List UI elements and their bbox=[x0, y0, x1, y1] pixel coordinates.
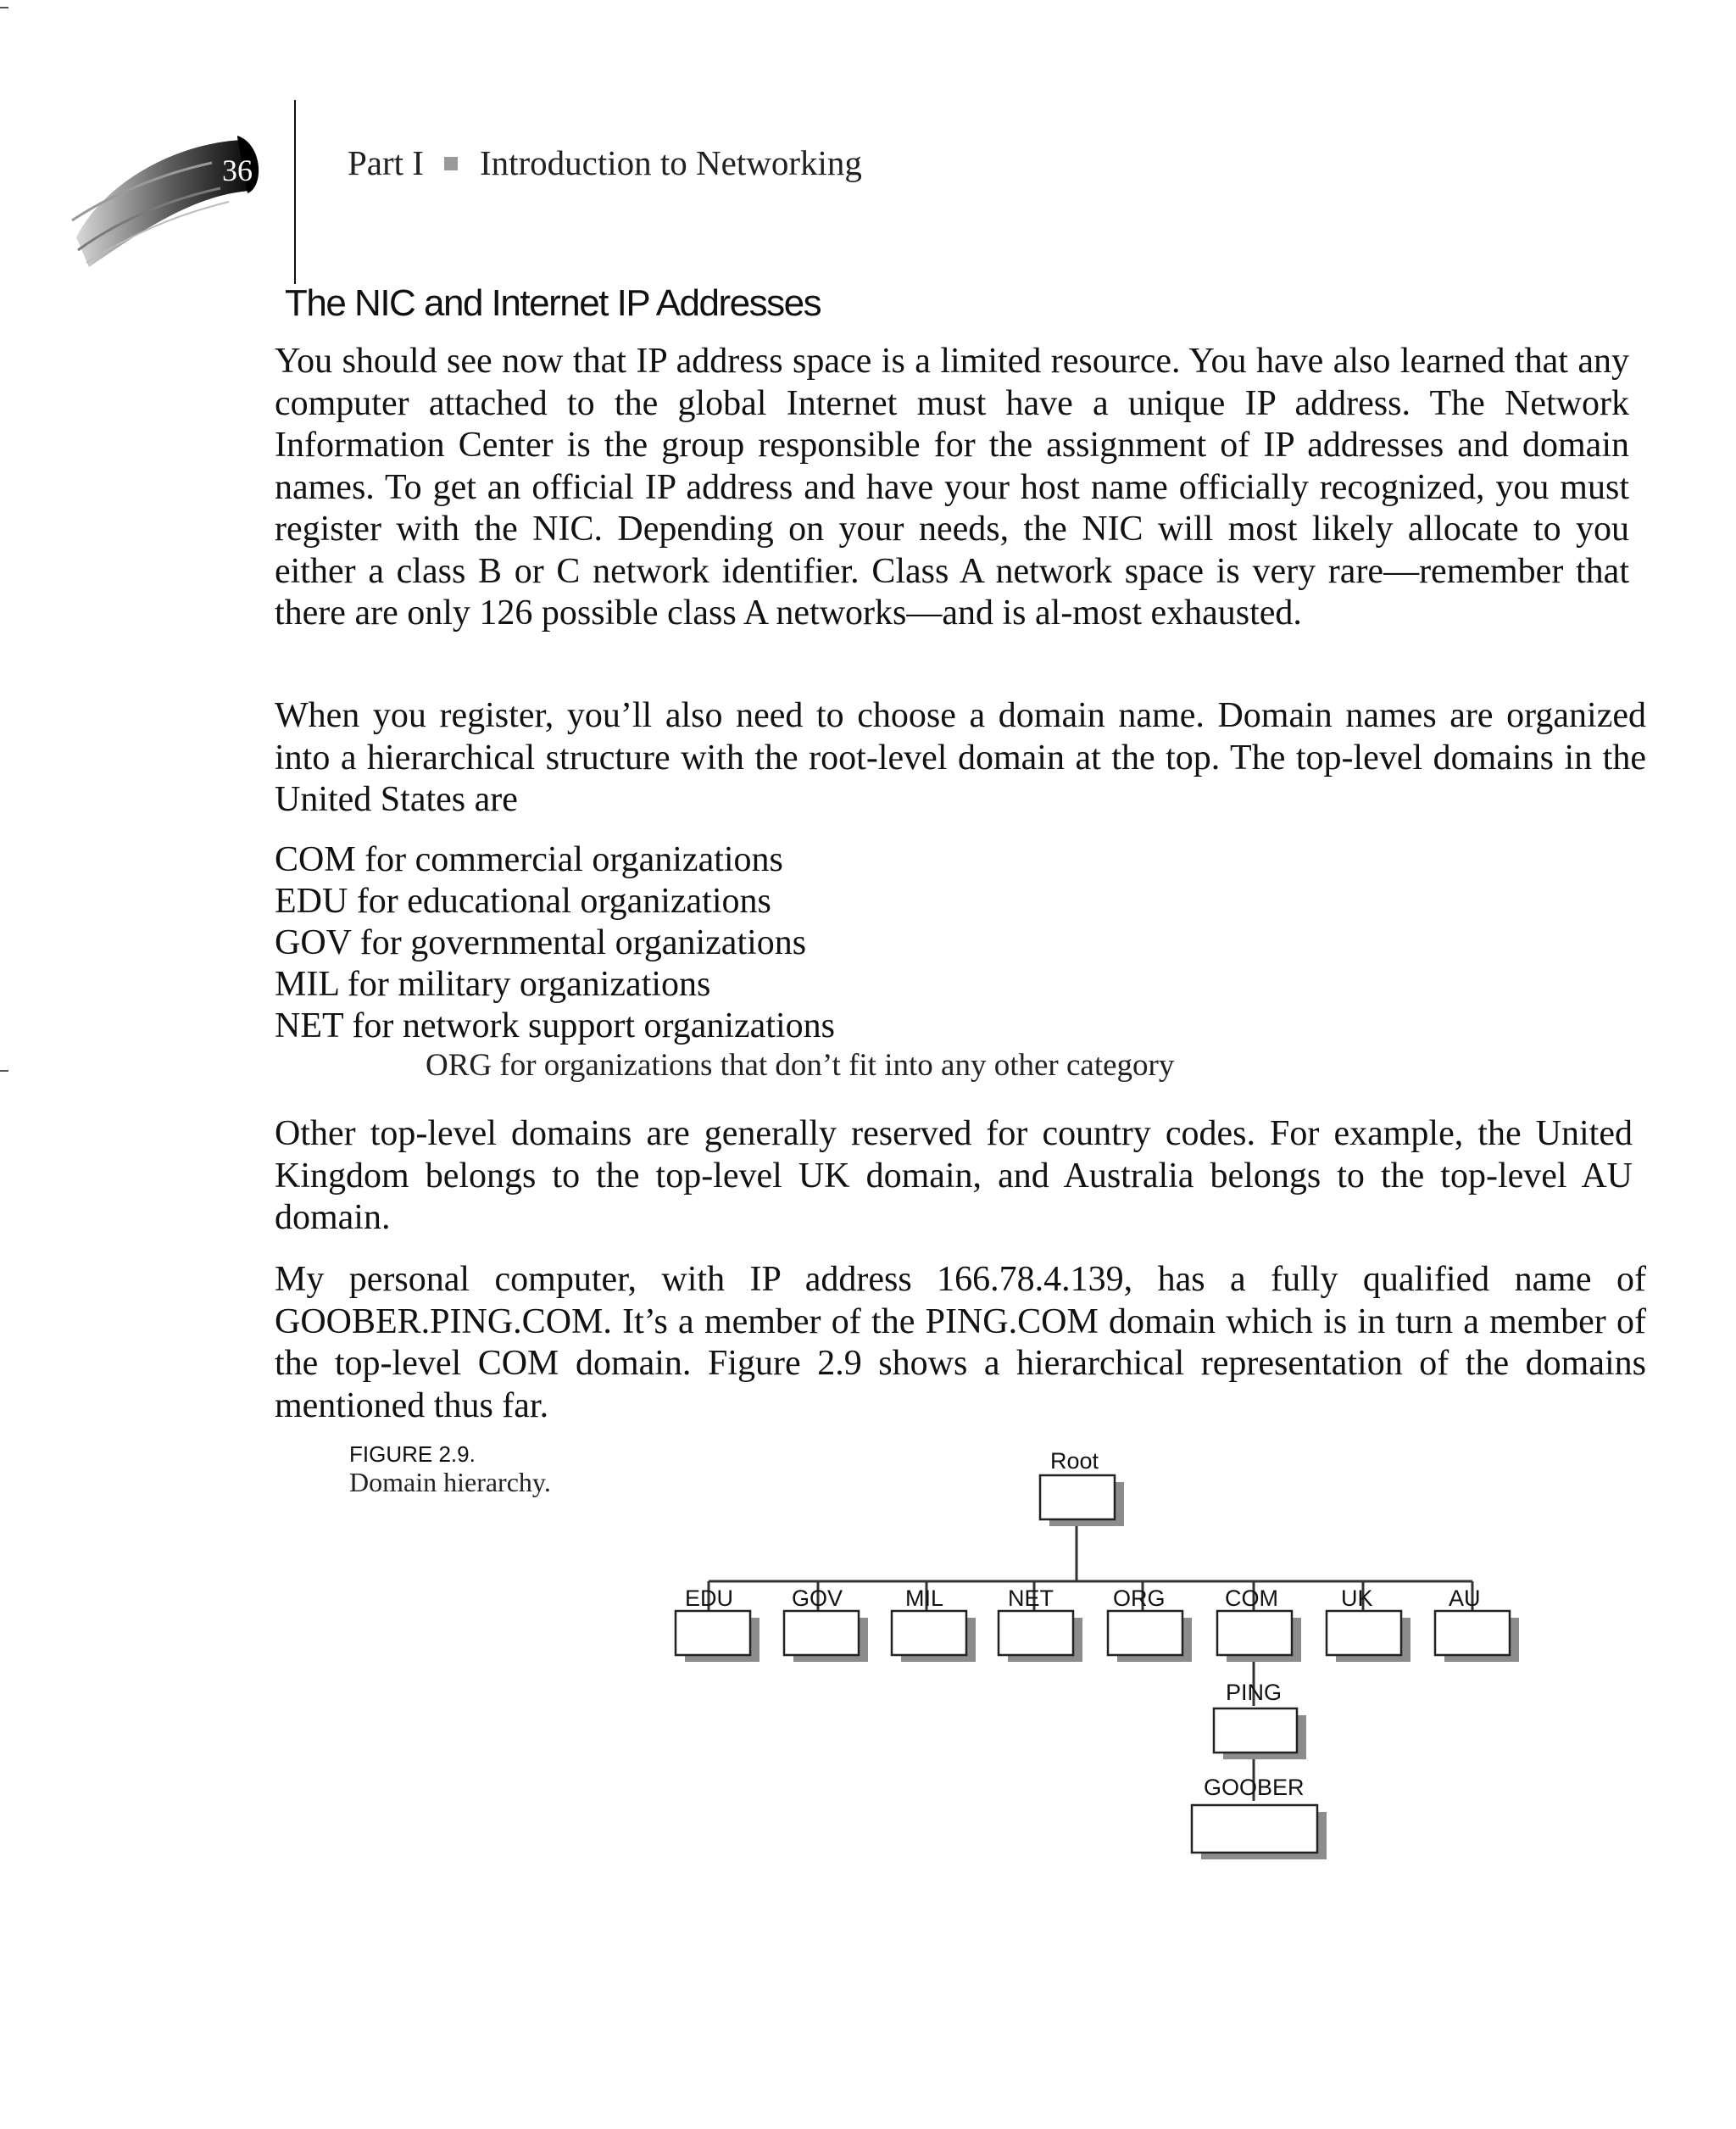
paragraph-personal-computer: My personal computer, with IP address 166.78.4.139, has a fully qualified name of GOOBER.PING.COM. It’s a member of the PING.COM domain which is in turn a member of the top-level COM domain. Figure 2.9 shows a hierarchical representation of the domains mentioned thus far. bbox=[275, 1260, 1646, 1425]
section-heading: The NIC and Internet IP Addresses bbox=[285, 282, 821, 324]
margin-tick bbox=[0, 7, 8, 8]
label-edu: EDU bbox=[685, 1586, 734, 1611]
node-goober bbox=[1192, 1805, 1327, 1859]
node-edu bbox=[676, 1611, 760, 1662]
node-gov bbox=[784, 1611, 868, 1662]
node-com bbox=[1217, 1611, 1301, 1662]
paragraph-domain-names: When you register, you’ll also need to choose a domain name. Domain names are organized into a hierarchical structure with the root-level domain at the top. The top-level domains in the United States are bbox=[275, 696, 1646, 819]
paragraph-nic: You should see now that IP address space is a limited resource. You have also learned that any computer attached to the global Internet must have a unique IP address. The Network Information Center is the group responsible for the assignment of IP addresses and domain names. To get an official IP address and have your host name officially recognized, you must register with the NIC. Depending on your needs, the NIC will most likely allocate to you either a class B or C network identifier. Class A network space is very rare—remember that there are only 126 possible class A networks—and is al-most exhausted. bbox=[275, 342, 1629, 633]
label-root: Root bbox=[1050, 1448, 1099, 1474]
page-number: 36 bbox=[222, 153, 253, 187]
node-net bbox=[999, 1611, 1082, 1662]
figure-caption: Domain hierarchy. bbox=[349, 1467, 551, 1497]
label-com: COM bbox=[1225, 1586, 1278, 1611]
list-item: COM for commercial organizations bbox=[275, 840, 783, 879]
part-label: Part I bbox=[348, 143, 424, 182]
label-goober: GOOBER bbox=[1204, 1775, 1305, 1800]
node-au bbox=[1435, 1611, 1519, 1662]
figure-label: FIGURE 2.9. bbox=[349, 1441, 476, 1467]
list-item: GOV for governmental organizations bbox=[275, 923, 807, 962]
label-gov: GOV bbox=[792, 1586, 843, 1611]
margin-tick bbox=[0, 1070, 8, 1072]
label-net: NET bbox=[1008, 1586, 1054, 1611]
node-uk bbox=[1327, 1611, 1410, 1662]
node-ping bbox=[1214, 1708, 1306, 1759]
list-item: ORG for organizations that don’t fit into any other category bbox=[426, 1048, 1175, 1083]
list-item: MIL for military organizations bbox=[275, 965, 711, 1004]
node-mil bbox=[892, 1611, 976, 1662]
node-org bbox=[1108, 1611, 1192, 1662]
label-ping: PING bbox=[1226, 1680, 1283, 1705]
label-uk: UK bbox=[1341, 1586, 1373, 1611]
label-au: AU bbox=[1449, 1586, 1481, 1611]
node-root bbox=[1040, 1475, 1124, 1526]
list-item: NET for network support organizations bbox=[275, 1006, 835, 1045]
list-item: EDU for educational organizations bbox=[275, 882, 771, 921]
label-mil: MIL bbox=[905, 1586, 944, 1611]
label-org: ORG bbox=[1113, 1586, 1166, 1611]
chapter-title: Introduction to Networking bbox=[479, 143, 862, 182]
paragraph-country-codes: Other top-level domains are generally reserved for country codes. For example, the United Kingdom belongs to the top-level UK domain, and Australia belongs to the top-level AU domain. bbox=[275, 1114, 1633, 1237]
